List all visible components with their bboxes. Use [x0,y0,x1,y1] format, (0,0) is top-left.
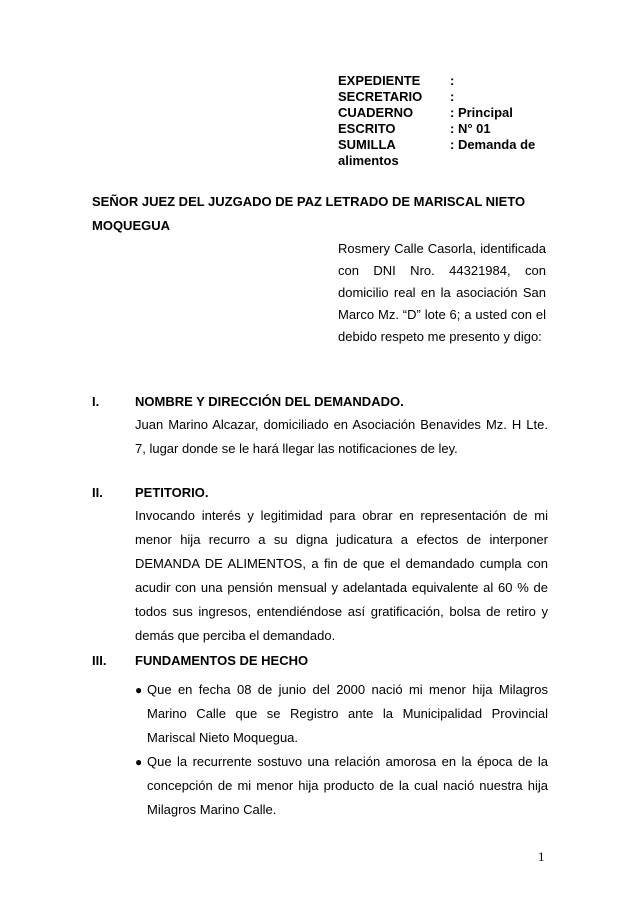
header-value-expediente: : [450,73,455,88]
header-sumilla-continuation: alimentos [338,153,399,168]
header-key-secretario: SECRETARIO [338,89,423,104]
section-fundamentos [92,650,548,822]
bullet-text: Que la recurrente sostuvo una relación amorosa en la época de la concepción de mi menor hija producto de la cual nació nuestra hija Milagros Marino Calle. [147,754,548,817]
bullet-list [135,678,548,822]
header-row [338,73,540,89]
section-number: I. [92,394,100,409]
bullet-text: Que en fecha 08 de junio del 2000 nació mi menor hija Milagros Marino Calle que se Registro ante la Municipalidad Provincial Mariscal Nieto Moquegua. [147,682,548,745]
header-row [338,137,540,153]
section-title: FUNDAMENTOS DE HECHO [135,653,309,668]
addressee: SEÑOR JUEZ DEL JUZGADO DE PAZ LETRADO DE MARISCAL NIETO MOQUEGUA [92,194,526,233]
petitioner-intro: Rosmery Calle Casorla, identificada con DNI Nro. 44321984, con domicilio real en la asociación San Marco Mz. “D” lote 6; a usted con el debido respeto me presento y digo: [338,241,546,344]
section-heading [92,650,548,672]
header-key-sumilla: SUMILLA [338,137,396,152]
section-title: NOMBRE Y DIRECCIÓN DEL DEMANDADO. [135,394,404,409]
header-key-expediente: EXPEDIENTE [338,73,421,88]
header-row [338,89,540,105]
header-value-secretario: : [450,89,455,104]
section-heading [92,391,548,413]
case-header [338,73,540,169]
header-key-cuaderno: CUADERNO [338,105,414,120]
section-demandado [92,391,548,461]
bullet-icon: ● [135,755,143,769]
header-value-escrito: : N° 01 [450,121,491,136]
section-heading [92,482,548,504]
section-number: III. [92,653,107,668]
section-number: II. [92,485,103,500]
bullet-icon: ● [135,683,143,697]
header-key-escrito: ESCRITO [338,121,396,136]
section-body: Juan Marino Alcazar, domiciliado en Asociación Benavides Mz. H Lte. 7, lugar donde se le hará llegar las notificaciones de ley. [135,417,548,456]
section-petitorio [92,482,548,648]
list-item [135,750,548,822]
section-body: Invocando interés y legitimidad para obrar en representación de mi menor hija recurro a su digna judicatura a efectos de interponer DEMANDA DE ALIMENTOS, a fin de que el demandado cumpla con acudir con una pensión mensual y adelantada equivalente al 60 % de todos sus ingresos, entendiéndose así gratificación, bolsa de retiro y demás que perciba el demandado. [135,508,548,643]
list-item [135,678,548,750]
section-title: PETITORIO. [135,485,209,500]
header-value-sumilla: : Demanda de [450,137,536,152]
header-value-cuaderno: : Principal [450,105,513,120]
page-number: 1 [538,849,545,864]
header-row [338,121,540,137]
header-row [338,105,540,121]
